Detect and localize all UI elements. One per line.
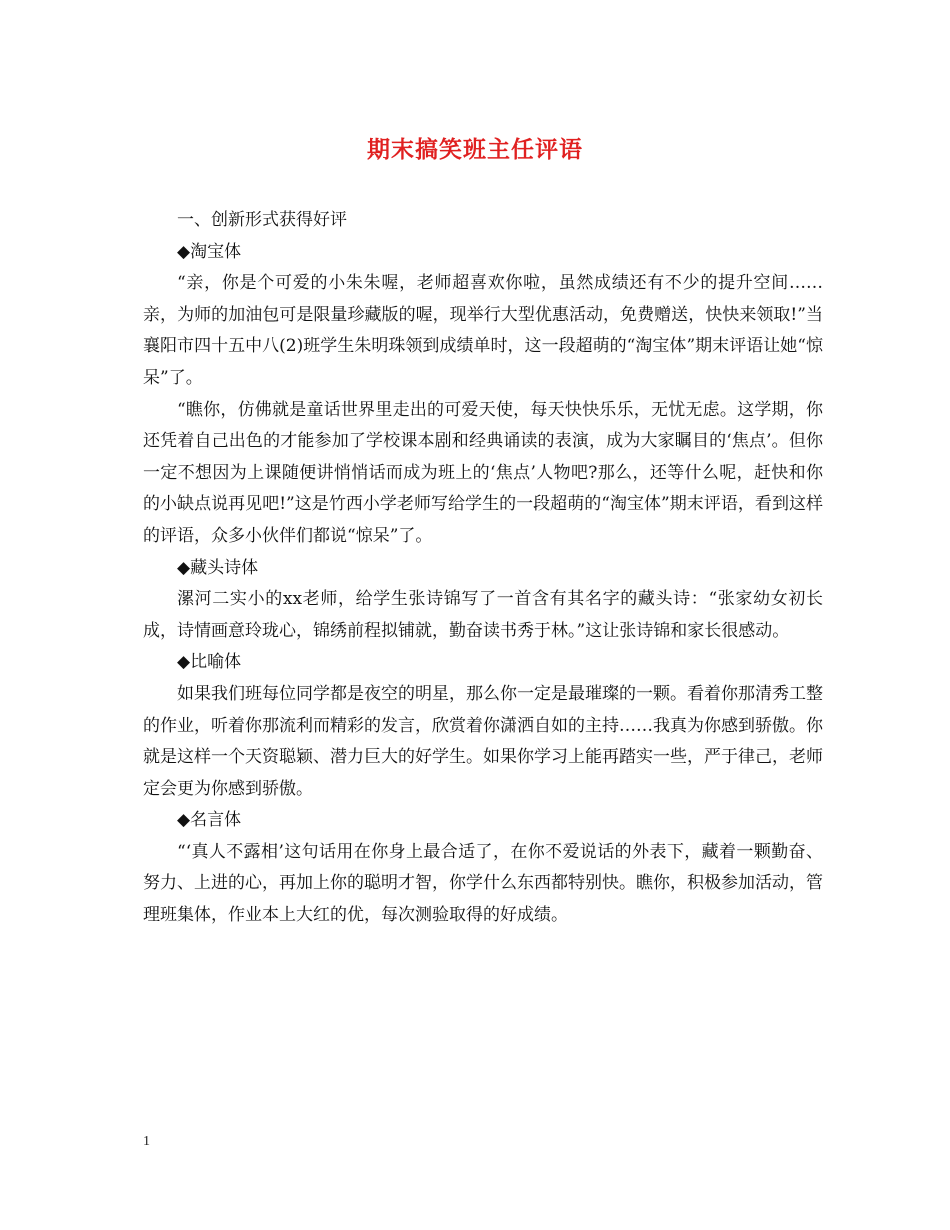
page-number: 1 bbox=[143, 1134, 150, 1149]
body-paragraph: “瞧你，仿佛就是童话世界里走出的可爱天使，每天快快乐乐，无忧无虑。这学期，你还凭着自己出色的才能参加了学校课本剧和经典诵读的表演，成为大家瞩目的‘焦点’。但你一定不想因为上课随便讲悄悄话而成为班上的‘焦点’人物吧?那么，还等什么呢，赶快和你的小缺点说再见吧!”这是竹西小学老师写给学生的一段超萌的“淘宝体”期末评语，看到这样的评语，众多小伙伴们都说“惊呆”了。 bbox=[143, 399, 823, 546]
document-body bbox=[143, 205, 823, 932]
subsection-heading: ◆藏头诗体 bbox=[177, 557, 259, 578]
section-heading: 一、创新形式获得好评 bbox=[177, 210, 347, 230]
body-paragraph: “‘真人不露相’这句话用在你身上最合适了，在你不爱说话的外表下，藏着一颗勤奋、努力、上进的心，再加上你的聪明才智，你学什么东西都特别快。瞧你，积极参加活动，管理班集体，作业本上大红的优，每次测验取得的好成绩。 bbox=[143, 841, 823, 926]
body-paragraph: 如果我们班每位同学都是夜空的明星，那么你一定是最璀璨的一颗。看着你那清秀工整的作业，听着你那流利而精彩的发言，欣赏着你潇洒自如的主持……我真为你感到骄傲。你就是这样一个天资聪颖、潜力巨大的好学生。如果你学习上能再踏实一些，严于律己，老师定会更为你感到骄傲。 bbox=[143, 683, 823, 799]
subsection-heading: ◆比喻体 bbox=[177, 652, 242, 673]
subsection-heading: ◆淘宝体 bbox=[177, 241, 242, 262]
body-paragraph: 漯河二实小的xx老师，给学生张诗锦写了一首含有其名字的藏头诗：“张家幼女初长成，诗情画意玲珑心，锦绣前程拟铺就，勤奋读书秀于林。”这让张诗锦和家长很感动。 bbox=[143, 589, 823, 641]
body-paragraph: “亲，你是个可爱的小朱朱喔，老师超喜欢你啦，虽然成绩还有不少的提升空间……亲，为师的加油包可是限量珍藏版的喔，现举行大型优惠活动，免费赠送，快快来领取!”当襄阳市四十五中八(2)班学生朱明珠领到成绩单时，这一段超萌的“淘宝体”期末评语让她“惊呆”了。 bbox=[143, 273, 823, 388]
subsection-heading: ◆名言体 bbox=[177, 810, 242, 831]
document-title: 期末搞笑班主任评语 bbox=[367, 136, 583, 163]
